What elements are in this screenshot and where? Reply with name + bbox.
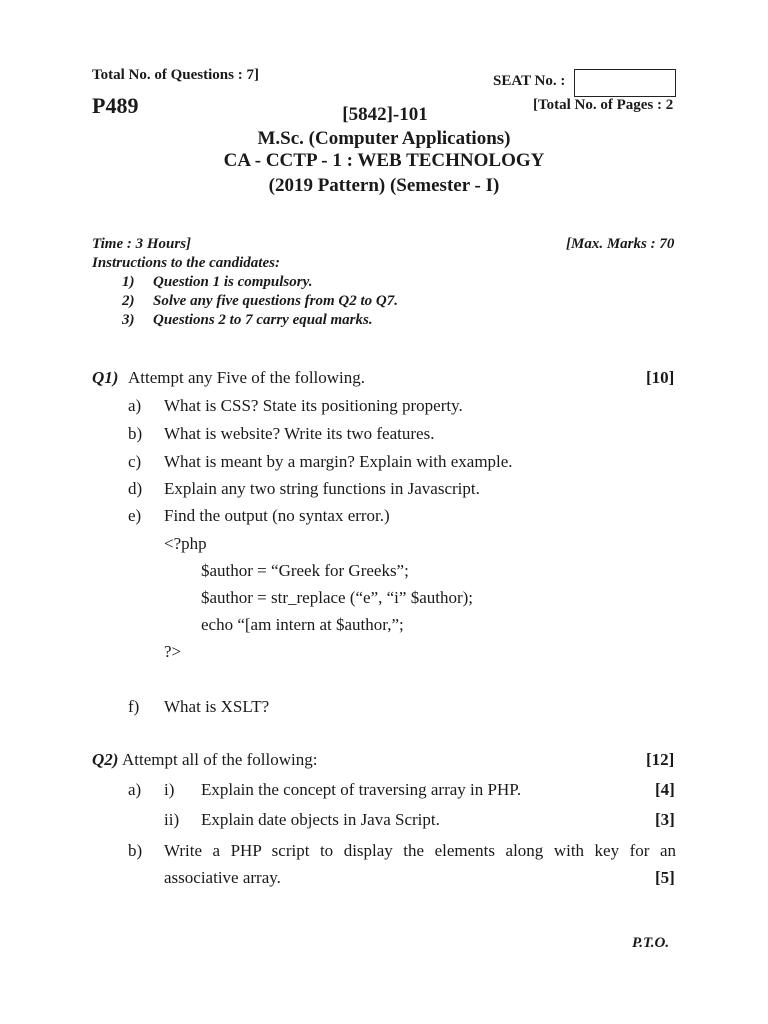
sub-part-marks: [4] [655,780,675,799]
pattern-title: (2019 Pattern) (Semester - I) [268,175,500,196]
sub-question-label: c) [128,452,142,471]
instructions-title: Instructions to the candidates: [92,255,280,271]
code-line: <?php [164,534,207,553]
sub-question-marks: [5] [655,868,675,887]
sub-question-label: d) [128,479,143,498]
instruction-text: Question 1 is compulsory. [153,274,313,290]
sub-part-text: Explain the concept of traversing array in PHP. [201,780,522,799]
question-title: Attempt all of the following: [122,750,318,769]
sub-question-label: e) [128,506,142,525]
sub-question-label: b) [128,424,143,443]
total-questions: Total No. of Questions : 7] [92,67,259,83]
sub-question-text: What is meant by a margin? Explain with example. [164,452,513,471]
sub-question-text: What is CSS? State its positioning property. [164,396,463,415]
subject-title: CA - CCTP - 1 : WEB TECHNOLOGY [223,150,545,171]
sub-part-label: ii) [164,810,180,829]
sub-question-text: What is website? Write its two features. [164,424,435,443]
question-title: Attempt any Five of the following. [128,368,366,387]
sub-question-label: f) [128,697,140,716]
instruction-text: Questions 2 to 7 carry equal marks. [153,312,373,328]
sub-question-text: What is XSLT? [164,697,270,716]
sub-question-text: Find the output (no syntax error.) [164,506,390,525]
course-title: M.Sc. (Computer Applications) [257,128,511,149]
sub-question-text: Explain any two string functions in Javascript. [164,479,480,498]
question-marks: [10] [646,368,675,387]
question-marks: [12] [646,750,675,769]
max-marks: [Max. Marks : 70 [566,236,675,252]
sub-part-text: Explain date objects in Java Script. [201,810,440,829]
seat-number-label: SEAT No. : [493,73,566,89]
instruction-number: 3) [122,312,135,328]
sub-question-label: a) [128,396,142,415]
sub-question-label: a) [128,780,142,799]
total-pages: [Total No. of Pages : 2 [533,97,674,113]
sub-question-text: Write a PHP script to display the elements along with key for an [164,841,676,860]
sub-question-text: associative array. [164,868,281,887]
question-number: Q1) [92,368,119,387]
time-limit: Time : 3 Hours] [92,236,192,252]
sub-question-label: b) [128,841,143,860]
code-line: $author = “Greek for Greeks”; [201,561,409,580]
page-turn-over: P.T.O. [632,935,670,951]
paper-code: P489 [92,93,139,118]
exam-code: [5842]-101 [342,104,428,125]
question-number: Q2) [92,750,119,769]
instruction-number: 2) [122,293,135,309]
instruction-text: Solve any five questions from Q2 to Q7. [153,293,398,309]
code-line: ?> [164,642,182,661]
code-line: echo “[am intern at $author,”; [201,615,404,634]
code-line: $author = str_replace (“e”, “i” $author); [201,588,474,607]
seat-number-box[interactable] [574,69,676,97]
sub-part-marks: [3] [655,810,675,829]
instruction-number: 1) [122,274,135,290]
sub-part-label: i) [164,780,175,799]
